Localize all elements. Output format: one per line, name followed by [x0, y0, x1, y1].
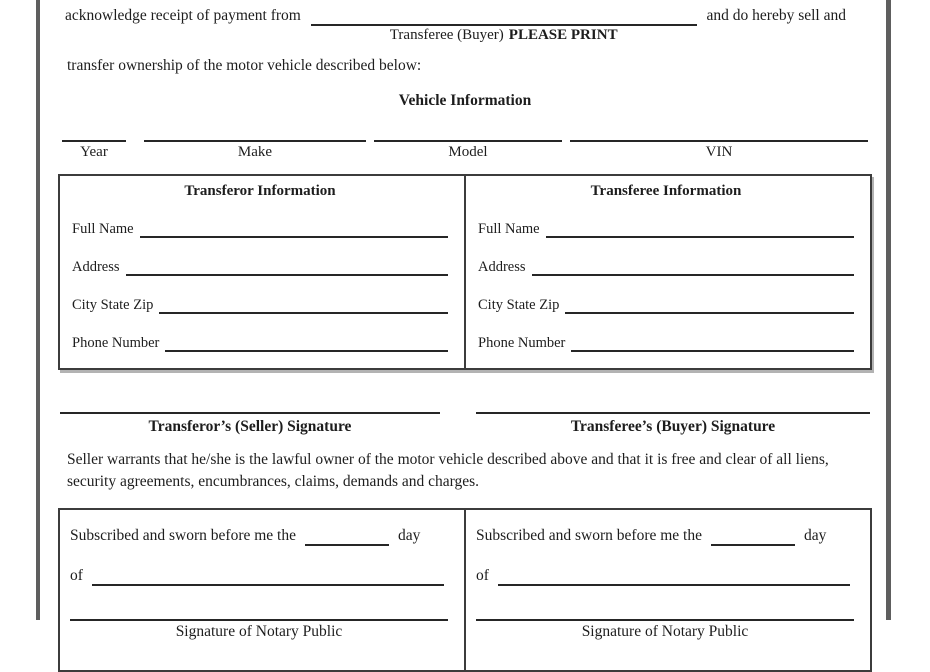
- sworn-before-text: Subscribed and sworn before me the: [70, 527, 296, 544]
- transferor-info-header: Transferor Information: [184, 183, 336, 199]
- notary-sworn-row: [70, 527, 448, 546]
- intro-text-prefix: acknowledge receipt of payment from: [65, 7, 301, 24]
- transferor-full-name-field[interactable]: [140, 224, 448, 238]
- page-border-left: [36, 0, 40, 620]
- signatures-row: [58, 412, 872, 436]
- notary-month-year-field[interactable]: [92, 570, 444, 586]
- transferee-address-field[interactable]: [532, 262, 854, 276]
- parties-info-table: [58, 174, 872, 370]
- table-row: [72, 221, 448, 238]
- transferee-info-cell: [466, 176, 870, 368]
- transfer-ownership-text: transfer ownership of the motor vehicle described below:: [67, 57, 422, 74]
- notary-left-cell: [60, 510, 466, 670]
- vehicle-year-label: Year: [80, 144, 108, 160]
- vehicle-model-label: Model: [448, 144, 488, 160]
- transferee-info-header: Transferee Information: [590, 183, 742, 199]
- vehicle-make-group: [144, 140, 366, 161]
- intro-row: [58, 0, 872, 43]
- table-row: [72, 259, 448, 276]
- transferor-signature-label: Transferor’s (Seller) Signature: [148, 418, 352, 435]
- transferee-signature-group: [476, 412, 870, 436]
- document-content: [58, 0, 872, 672]
- transferor-full-name-label: Full Name: [72, 221, 134, 237]
- transferee-print-caption: [311, 27, 697, 44]
- page-border-right: [886, 0, 891, 620]
- transferor-city-state-zip-field[interactable]: [159, 300, 448, 314]
- day-text: day: [803, 527, 827, 544]
- transferee-full-name-field[interactable]: [546, 224, 854, 238]
- intro-text-suffix: and do hereby sell and: [706, 7, 846, 24]
- transferee-buyer-label: Transferee (Buyer): [389, 27, 504, 43]
- table-row: [478, 259, 854, 276]
- table-row: [72, 335, 448, 352]
- day-text: day: [397, 527, 421, 544]
- notary-sworn-row: [476, 527, 854, 546]
- notary-signature-caption: Signature of Notary Public: [175, 623, 343, 640]
- payment-from-blank-wrap: [311, 8, 697, 43]
- table-row: [478, 335, 854, 352]
- transferor-phone-number-label: Phone Number: [72, 335, 160, 351]
- vehicle-year-group: [62, 140, 126, 161]
- table-row: [72, 297, 448, 314]
- sworn-before-text: Subscribed and sworn before me the: [476, 527, 702, 544]
- notary-day-field[interactable]: [711, 530, 795, 546]
- notary-signature-caption: Signature of Notary Public: [581, 623, 749, 640]
- notary-right-cell: [466, 510, 870, 670]
- please-print-label: PLEASE PRINT: [508, 27, 618, 43]
- transferee-address-label: Address: [478, 259, 526, 275]
- payment-from-field[interactable]: [311, 8, 697, 26]
- transferor-address-label: Address: [72, 259, 120, 275]
- table-row: [478, 221, 854, 238]
- transferee-phone-number-label: Phone Number: [478, 335, 566, 351]
- vehicle-vin-group: [570, 140, 868, 161]
- transferee-phone-number-field[interactable]: [571, 338, 854, 352]
- transferee-full-name-label: Full Name: [478, 221, 540, 237]
- vehicle-fields-row: [58, 140, 872, 161]
- of-label: of: [70, 567, 83, 584]
- vehicle-info-title: Vehicle Information: [398, 92, 532, 109]
- table-row: [478, 297, 854, 314]
- vehicle-model-group: [374, 140, 562, 161]
- transferor-city-state-zip-label: City State Zip: [72, 297, 154, 313]
- notary-day-field[interactable]: [305, 530, 389, 546]
- notary-month-year-field[interactable]: [498, 570, 850, 586]
- transferee-signature-label: Transferee’s (Buyer) Signature: [570, 418, 776, 435]
- transferor-address-field[interactable]: [126, 262, 448, 276]
- transferee-city-state-zip-field[interactable]: [565, 300, 854, 314]
- transferor-signature-group: [60, 412, 440, 436]
- notary-of-row: [476, 567, 854, 586]
- transferor-info-cell: [60, 176, 466, 368]
- of-label: of: [476, 567, 489, 584]
- vehicle-vin-label: VIN: [705, 144, 733, 160]
- transferor-phone-number-field[interactable]: [165, 338, 448, 352]
- notary-of-row: [70, 567, 448, 586]
- notary-table: [58, 508, 872, 672]
- transferee-city-state-zip-label: City State Zip: [478, 297, 560, 313]
- vehicle-make-label: Make: [237, 144, 273, 160]
- seller-warranty-text: Seller warrants that he/she is the lawful owner of the motor vehicle described above and that it is free and clear of all liens, security agreements, encumbrances, claims, demands and charges.: [67, 451, 829, 490]
